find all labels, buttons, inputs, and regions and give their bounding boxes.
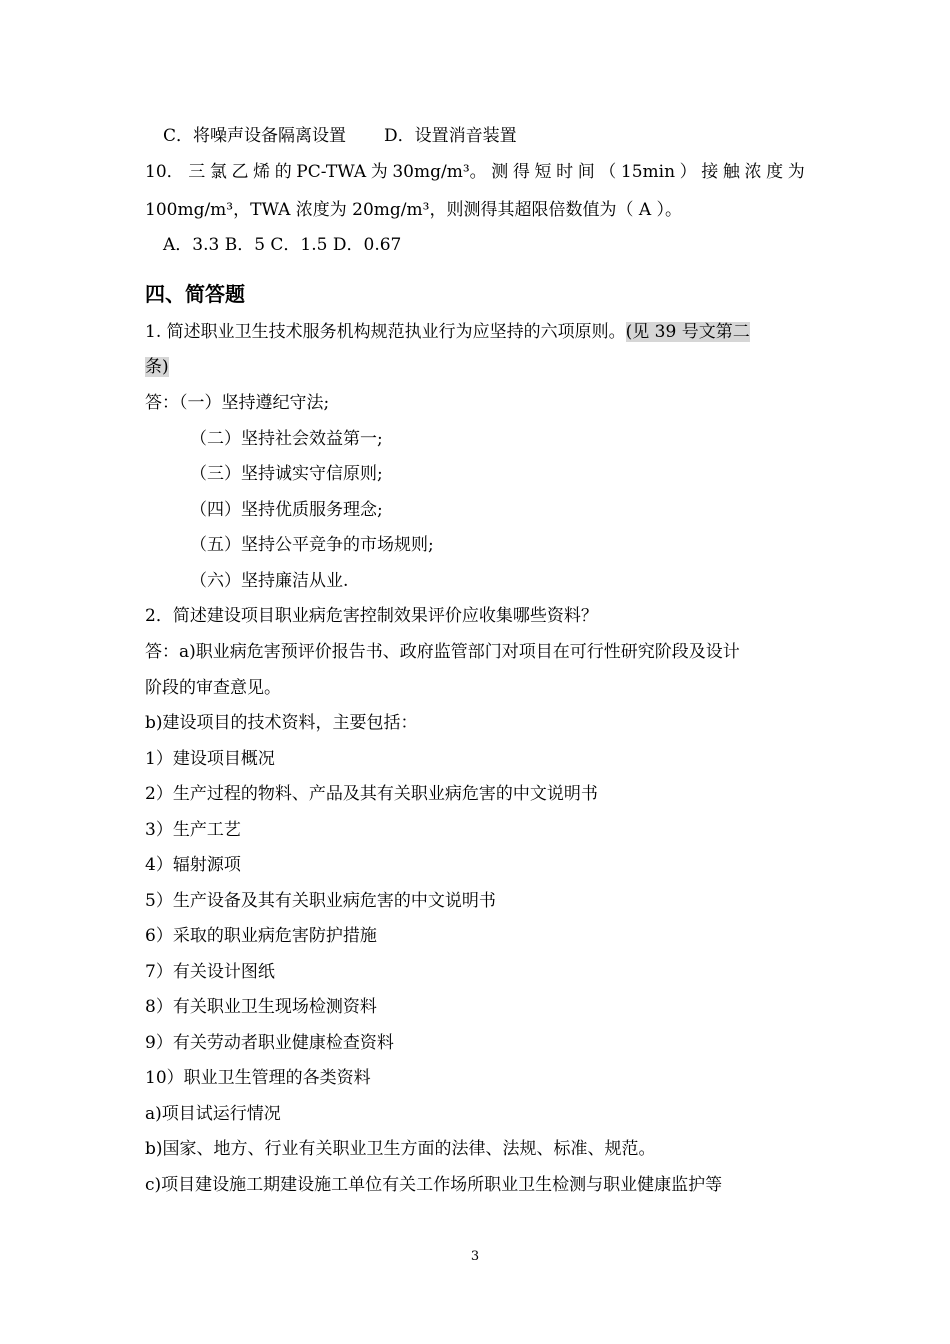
q10-part: PC-TWA bbox=[296, 162, 367, 182]
q1-answer-item: （五）坚持公平竞争的市场规则; bbox=[190, 535, 434, 555]
q10-part: 10． bbox=[145, 162, 184, 182]
q2-list-item: 2）生产过程的物料、产品及其有关职业病危害的中文说明书 bbox=[145, 784, 598, 804]
q2-list-item: 6）采取的职业病危害防护措施 bbox=[145, 926, 377, 946]
q10-part: 为 bbox=[787, 162, 805, 182]
q2-list-item: 8）有关职业卫生现场检测资料 bbox=[145, 997, 377, 1017]
q10-part: 测 bbox=[491, 162, 509, 182]
q2-list-item: 5）生产设备及其有关职业病危害的中文说明书 bbox=[145, 891, 496, 911]
q2-answer-a-line-1: 答：a)职业病危害预评价报告书、政府监管部门对项目在可行性研究阶段及设计 bbox=[145, 642, 740, 662]
section-heading: 四、简答题 bbox=[145, 282, 245, 306]
q10-part: 30mg/m³。 bbox=[392, 162, 487, 182]
q10-part: 15min bbox=[620, 162, 676, 182]
q10-part: 得 bbox=[512, 162, 530, 182]
q10-part: （ bbox=[599, 162, 617, 182]
q10-part: 三 bbox=[188, 162, 206, 182]
q10-part: 时 bbox=[556, 162, 574, 182]
q2-answer-b: b)建设项目的技术资料，主要包括： bbox=[145, 713, 418, 733]
page-number: 3 bbox=[470, 1249, 480, 1264]
q2-list-item: 3）生产工艺 bbox=[145, 820, 241, 840]
q1-reference-note: (见 39 号文第二 bbox=[625, 322, 750, 342]
q10-part: 为 bbox=[370, 162, 388, 182]
q10-part: 度 bbox=[766, 162, 784, 182]
q10-part: 短 bbox=[534, 162, 552, 182]
q1-answer-item: （六）坚持廉洁从业. bbox=[190, 571, 349, 591]
q2-sub-item: c)项目建设施工期建设施工单位有关工作场所职业卫生检测与职业健康监护等 bbox=[145, 1175, 723, 1195]
q10-options: A．3.3 B．5 C．1.5 D．0.67 bbox=[163, 235, 402, 255]
q1-answer-item: （四）坚持优质服务理念; bbox=[190, 500, 383, 520]
q1-reference-note-cont bbox=[145, 356, 169, 378]
q9-options-line bbox=[163, 125, 517, 147]
q9-option-d: D．设置消音装置 bbox=[384, 126, 517, 146]
q2-list-item: 10）职业卫生管理的各类资料 bbox=[145, 1068, 371, 1088]
q10-part: 接 bbox=[701, 162, 719, 182]
q1-question-text: 1. 简述职业卫生技术服务机构规范执业行为应坚持的六项原则。 bbox=[145, 322, 626, 342]
q2-list-item: 7）有关设计图纸 bbox=[145, 962, 275, 982]
q10-part: 乙 bbox=[231, 162, 249, 182]
q1-answer-item: （二）坚持社会效益第一; bbox=[190, 429, 383, 449]
q10-part: 触 bbox=[722, 162, 740, 182]
q10-part: 烯 bbox=[253, 162, 271, 182]
q1-question bbox=[145, 321, 750, 343]
q2-list-item: 1）建设项目概况 bbox=[145, 749, 275, 769]
q2-answer-a-line-2: 阶段的审查意见。 bbox=[145, 678, 281, 698]
q10-line-2: 100mg/m³，TWA 浓度为 20mg/m³，则测得其超限倍数值为（ A ）。 bbox=[145, 200, 683, 220]
q10-part: 间 bbox=[577, 162, 595, 182]
q1-answer-item: （三）坚持诚实守信原则; bbox=[190, 464, 383, 484]
q2-sub-item: b)国家、地方、行业有关职业卫生方面的法律、法规、标准、规范。 bbox=[145, 1139, 656, 1159]
q9-option-c: C．将噪声设备隔离设置 bbox=[163, 126, 347, 146]
q1-answer-first: 答：（一）坚持遵纪守法; bbox=[145, 393, 330, 413]
q2-list-item: 9）有关劳动者职业健康检查资料 bbox=[145, 1033, 394, 1053]
q10-part: 氯 bbox=[209, 162, 227, 182]
q10-part: 浓 bbox=[744, 162, 762, 182]
q2-sub-item: a)项目试运行情况 bbox=[145, 1104, 281, 1124]
q2-list-item: 4）辐射源项 bbox=[145, 855, 241, 875]
q10-part: 的 bbox=[274, 162, 292, 182]
q10-part: ） bbox=[679, 162, 697, 182]
q10-line-1 bbox=[145, 161, 805, 183]
q1-reference-note-end: 条) bbox=[145, 357, 169, 377]
q2-question: 2．简述建设项目职业病危害控制效果评价应收集哪些资料？ bbox=[145, 606, 598, 626]
